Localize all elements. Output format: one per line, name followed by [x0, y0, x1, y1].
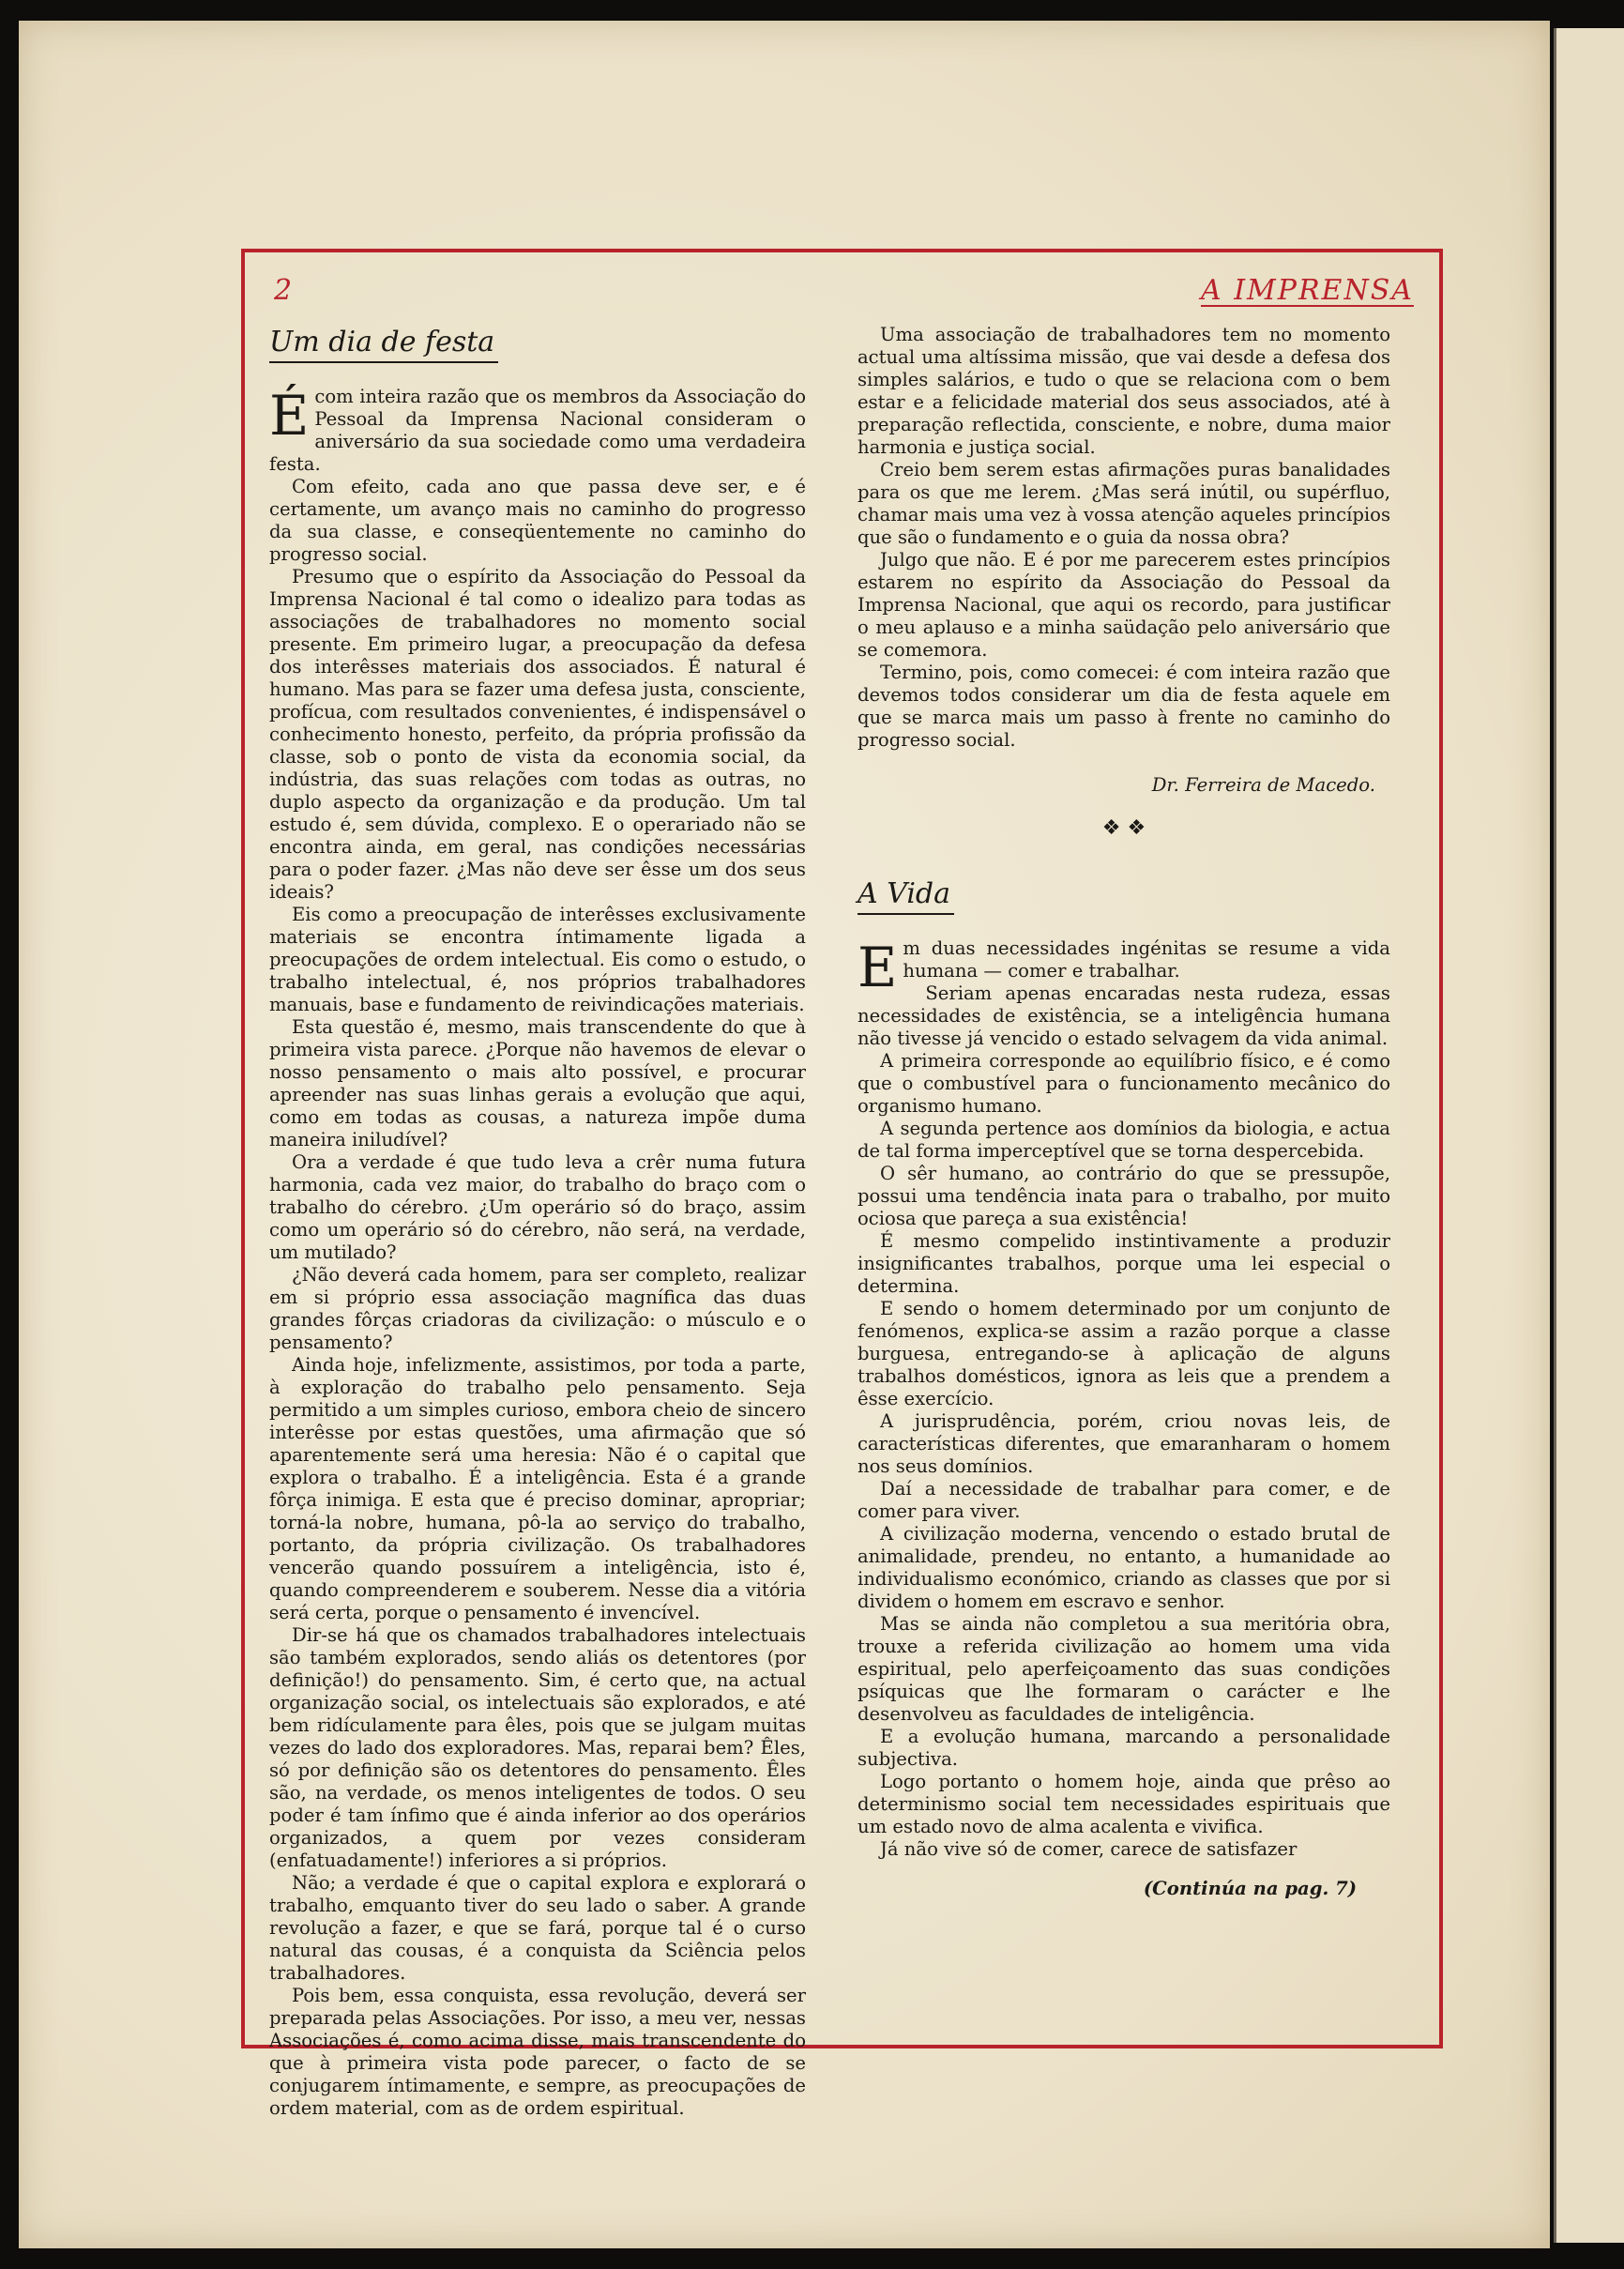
article1-paragraph: Com efeito, cada ano que passa deve ser, e é certamente, um avanço mais no caminho do progresso da sua classe, e conseqüentemente no caminho do progresso social.: [269, 476, 806, 565]
article2-paragraph: Daí a necessidade de trabalhar para comer, e de comer para viver.: [858, 1478, 1390, 1522]
article2-paragraph: Mas se ainda não completou a sua meritória obra, trouxe a referida civilização ao homem uma vida espiritual, pelo aperfeiçoamento das suas condições psíquicas que lhe formaram o carácter e lhe desenvolveu as faculdades de inteligência.: [858, 1613, 1390, 1725]
article2-paragraph: Seriam apenas encaradas nesta rudeza, essas necessidades de existência, se a inteligência humana não tivesse já vencido o estado selvagem da vida animal.: [858, 982, 1390, 1049]
article2-paragraph: [858, 936, 1390, 999]
article1-paragraph: Termino, pois, como comecei: é com inteira razão que devemos todos considerar um dia de festa aquele em que se marca mais um passo à frente no caminho do progresso social.: [858, 662, 1390, 751]
article1-paragraph: Eis como a preocupação de interêsses exclusivamente materiais se encontra íntimamente ligada a preocupações de ordem intelectual. Eis como o estudo, o trabalho intelectual, é, nos próprios trabalhadores manuais, base e fundamento de reivindicações materiais.: [269, 904, 806, 1015]
article2-paragraph: A primeira corresponde ao equilíbrio físico, e é como que o combustível para o funcionamento mecânico do organismo humano.: [858, 1050, 1390, 1117]
article1-paragraph: Esta questão é, mesmo, mais transcendente do que à primeira vista parece. ¿Porque não havemos de elevar o nosso pensamento o mais alto possível, e procurar apreender nas suas linhas gerais a evolução que aqui, como em todas as cousas, a natureza impõe duma maneira iniludível?: [269, 1016, 806, 1150]
article1-paragraph-text: com inteira razão que os membros da Associação do Pessoal da Imprensa Nacional consideram o aniversário da sua sociedade como uma verdadeira festa.: [269, 386, 806, 475]
article1-paragraph: Uma associação de trabalhadores tem no momento actual uma altíssima missão, que vai desde a defesa dos simples salários, e tudo o que se relaciona com o bem estar e a felicidade material dos seus associados, até à preparação reflectida, consciente, e nobre, duma maior harmonia e justiça social.: [858, 324, 1390, 458]
right-column: [858, 324, 1390, 1900]
page-number: 2: [274, 274, 293, 307]
article1-paragraph: Ora a verdade é que tudo leva a crêr numa futura harmonia, cada vez maior, do trabalho do braço com o trabalho do cérebro. ¿Um operário só do braço, assim como um operário só do cérebro, não será, na verdade, um mutilado?: [269, 1151, 806, 1263]
adjacent-page-edge: [1554, 28, 1624, 2243]
drop-cap: E: [858, 936, 898, 999]
article2-paragraph: Logo portanto o homem hoje, ainda que prêso ao determinismo social tem necessidades espirituais que um estado novo de alma acalenta e vivifica.: [858, 1771, 1390, 1837]
author-signature: Dr. Ferreira de Macedo.: [1151, 774, 1375, 796]
article2-paragraph: A segunda pertence aos domínios da biologia, e actua de tal forma imperceptível que se torna despercebida.: [858, 1118, 1390, 1162]
ornament-divider: ❖ ❖: [1101, 816, 1146, 840]
article2-paragraph: E sendo o homem determinado por um conjunto de fenómenos, explica-se assim a razão porque a classe burguesa, entregando-se à aplicação de alguns trabalhos domésticos, ignora as leis que a prendem a êsse exercício.: [858, 1298, 1390, 1409]
article1-paragraph: Não; a verdade é que o capital explora e explorará o trabalho, emquanto tiver do seu lado o saber. A grande revolução a fazer, e que se fará, porque tal é o curso natural das cousas, é a conquista da Sciência pelos trabalhadores.: [269, 1872, 806, 1984]
article2-paragraph: E a evolução humana, marcando a personalidade subjectiva.: [858, 1726, 1390, 1770]
article1-paragraph: Pois bem, essa conquista, essa revolução, deverá ser preparada pelas Associações. Por isso, a meu ver, nessas Associações é, como acima disse, mais transcendente do que à primeira vista pode parecer, o facto de se conjugarem íntimamente, e sempre, as preocupações de ordem material, com as de ordem espiritual.: [269, 1985, 806, 2119]
article2-paragraph: A jurisprudência, porém, criou novas leis, de características diferentes, que emaranharam o homem nos seus domínios.: [858, 1410, 1390, 1477]
article1-paragraph: [269, 386, 806, 476]
article1-paragraph: Dir-se há que os chamados trabalhadores intelectuais são também explorados, sendo aliás os detentores (por definição!) do pensamento. Sim, é certo que, na actual organização social, os intelectuais são explorados, e até bem ridículamente para êles, pois que se julgam muitas vezes do lado dos exploradores. Mas, reparai bem? Êles, só por definição são os detentores do pensamento. Êles são, na verdade, os menos inteligentes de todos. O seu poder é tam ínfimo que é ainda inferior ao dos operários organizados, a quem por vezes consideram (enfatuadamente!) inferiores a si próprios.: [269, 1624, 806, 1871]
article-title-a-vida: A Vida: [858, 876, 954, 915]
masthead-title: A IMPRENSA: [1201, 274, 1414, 307]
continued-notice: (Continúa na pag. 7): [1143, 1878, 1357, 1899]
article1-paragraph: Presumo que o espírito da Associação do Pessoal da Imprensa Nacional é tal como o idealizo para todas as associações de trabalhadores no momento social presente. Em primeiro lugar, a preocupação da defesa dos interêsses materiais dos associados. É natural é humano. Mas para se fazer uma defesa justa, consciente, profícua, com resultados convenientes, é indispensável o conhecimento honesto, perfeito, da própria profissão da classe, sob o ponto de vista da economia social, da indústria, das suas relações com todas as outras, no duplo aspecto da organização e da produção. Um tal estudo é, sem dúvida, complexo. E o operariado não se encontra ainda, em geral, nas condições necessárias para o poder fazer. ¿Mas não deve ser êsse um dos seus ideais?: [269, 566, 806, 903]
article2-paragraph-text: m duas necessidades ingénitas se resume a vida humana — comer e trabalhar.: [903, 937, 1390, 982]
article2-paragraph: Já não vive só de comer, carece de satisfazer: [880, 1838, 1298, 1860]
drop-cap: É: [269, 384, 310, 448]
article1-paragraph: Julgo que não. E é por me parecerem estes princípios estarem no espírito da Associação do Pessoal da Imprensa Nacional, que aqui os recordo, para justificar o meu aplauso e a minha saüdação pelo aniversário que se comemora.: [858, 549, 1390, 661]
article1-paragraph: ¿Não deverá cada homem, para ser completo, realizar em si próprio essa associação magnífica das duas grandes fôrças criadoras da civilização: o músculo e o pensamento?: [269, 1264, 806, 1353]
article2-paragraph: O sêr humano, ao contrário do que se pressupõe, possui uma tendência inata para o trabalho, por muito ociosa que pareça a sua existência!: [858, 1163, 1390, 1229]
article2-paragraph: A civilização moderna, vencendo o estado brutal de animalidade, prendeu, no entanto, a humanidade ao individualismo económico, criando as classes que por si dividem o homem em escravo e senhor.: [858, 1523, 1390, 1612]
article1-paragraph: Ainda hoje, infelizmente, assistimos, por toda a parte, à exploração do trabalho pelo pensamento. Seja permitido a um simples curioso, embora cheio de sincero interêsse por estas questões, uma afirmação que só aparentemente será uma heresia: Não é o capital que explora o trabalho. É a inteligência. Esta é a grande fôrça inimiga. E esta que é preciso dominar, apropriar; torná-la nobre, humana, pô-la ao serviço do trabalho, portanto, da própria civilização. Os trabalhadores vencerão quando possuírem a inteligência, isto é, quando compreenderem e souberem. Nesse dia a vitória será certa, porque o pensamento é invencível.: [269, 1354, 806, 1623]
article-title-um-dia-de-festa: Um dia de festa: [269, 324, 498, 363]
article2-paragraph: É mesmo compelido instintivamente a produzir insignificantes trabalhos, porque uma lei especial o determina.: [858, 1230, 1390, 1297]
left-column: [269, 324, 806, 2120]
article1-paragraph: Creio bem serem estas afirmações puras banalidades para os que me lerem. ¿Mas será inútil, ou supérfluo, chamar mais uma vez à vossa atenção aqueles princípios que são o fundamento e o guia da nossa obra?: [858, 459, 1390, 548]
